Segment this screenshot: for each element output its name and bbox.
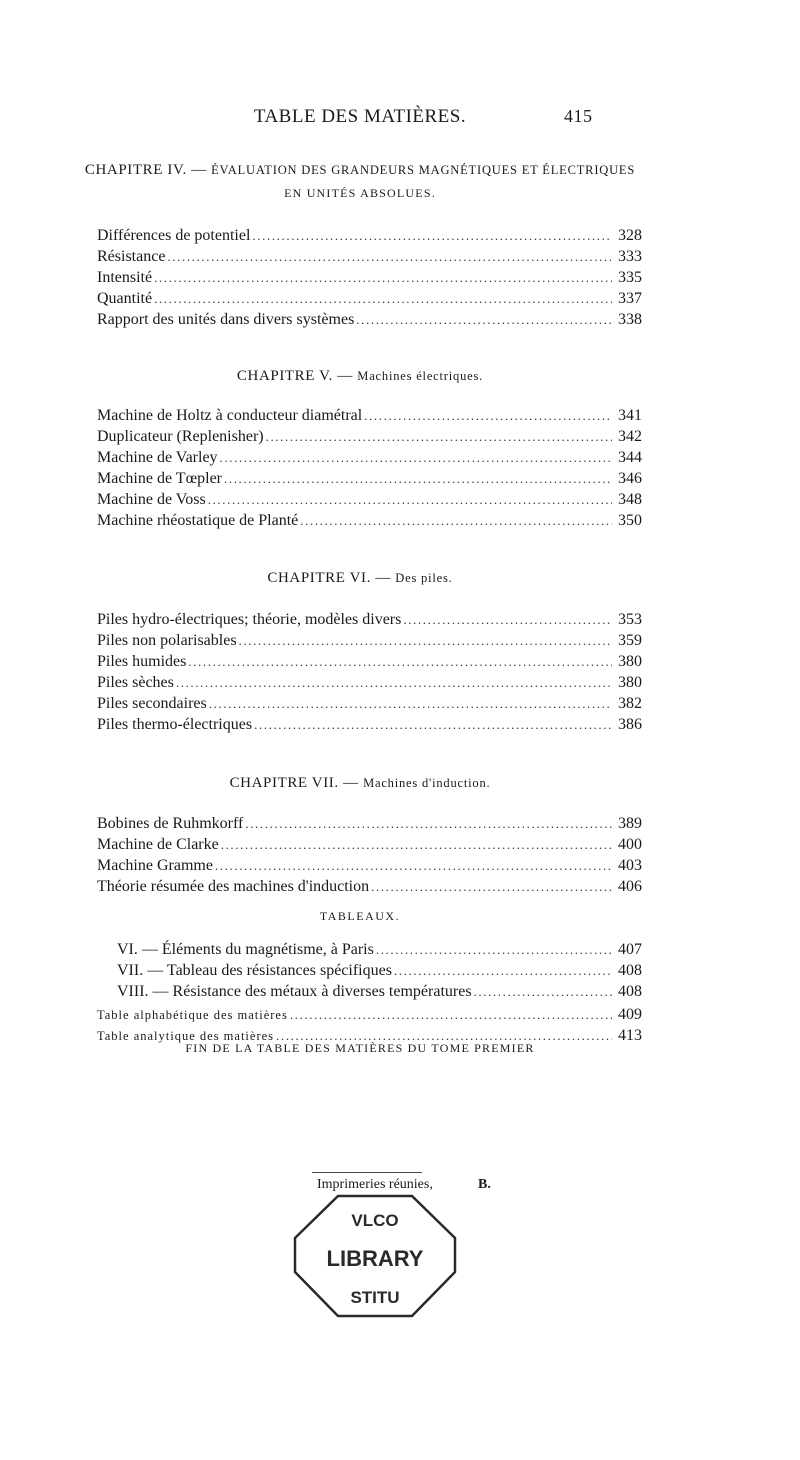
- toc-entry: [97, 693, 642, 714]
- toc-entry: [97, 246, 642, 267]
- toc-entry: [97, 468, 642, 489]
- dot-leader: [220, 447, 612, 468]
- toc-entry-page: 380: [618, 674, 642, 691]
- chapter-5-number: CHAPITRE V. —: [236, 368, 358, 384]
- toc-entry: [97, 267, 642, 288]
- toc-entry-page: 407: [618, 941, 642, 958]
- dot-leader: [252, 225, 612, 246]
- toc-entry: [117, 981, 642, 1002]
- toc-entry-label: Machine de Voss: [97, 491, 206, 508]
- printer-name: Imprimeries réunies,: [317, 1177, 433, 1192]
- toc-entry-label: Théorie résumée des machines d'induction: [97, 878, 370, 895]
- dot-leader: [188, 651, 612, 672]
- page-header-title: TABLE DES MATIÈRES.: [253, 106, 467, 127]
- toc-entry: [97, 405, 642, 426]
- chapter-7-heading: [60, 775, 660, 792]
- page-number: 415: [564, 106, 593, 126]
- chapter-7-entries: [97, 813, 642, 897]
- toc-entry-label: Piles sèches: [97, 674, 174, 691]
- toc-entry: [97, 813, 642, 834]
- library-stamp-icon: [290, 1186, 460, 1322]
- toc-entry: [117, 960, 642, 981]
- chapter-4-entries: [97, 225, 642, 330]
- toc-entry-page: 409: [618, 1006, 642, 1023]
- toc-entry-label: Machine Gramme: [97, 857, 213, 874]
- toc-entry-page: 413: [618, 1027, 642, 1044]
- index-tables-entries: [97, 1004, 642, 1046]
- toc-entry: [97, 225, 642, 246]
- toc-entry: [97, 855, 642, 876]
- dot-leader: [209, 693, 612, 714]
- toc-entry-label: Piles secondaires: [97, 695, 207, 712]
- toc-entry: [117, 939, 642, 960]
- toc-entry-page: 403: [618, 857, 642, 874]
- chapter-7-number: CHAPITRE VII. —: [229, 775, 364, 791]
- toc-entry-page: 333: [618, 248, 642, 265]
- toc-entry-label: Machine de Holtz à conducteur diamétral: [97, 407, 363, 424]
- toc-entry: [97, 1004, 642, 1025]
- toc-entry: [97, 489, 642, 510]
- toc-entry-label: VI. — Éléments du magnétisme, à Paris: [117, 941, 374, 958]
- toc-entry-page: 400: [618, 836, 642, 853]
- dot-leader: [364, 405, 612, 426]
- toc-entry-label: Piles non polarisables: [97, 632, 237, 649]
- chapter-7-title: Machines d'induction.: [363, 776, 491, 790]
- dot-leader: [167, 246, 612, 267]
- toc-entry-label: Piles humides: [97, 653, 187, 670]
- stamp-rule: [312, 1172, 422, 1173]
- toc-entry-label: Machine de Clarke: [97, 836, 219, 853]
- toc-entry-page: 350: [618, 512, 642, 529]
- toc-entry-page: 359: [618, 632, 642, 649]
- toc-entry-label: Différences de potentiel: [97, 227, 251, 244]
- dot-leader: [154, 267, 612, 288]
- toc-entry: [97, 447, 642, 468]
- toc-entry-page: 406: [618, 878, 642, 895]
- chapter-5-heading: [60, 368, 660, 385]
- toc-entry: [97, 288, 642, 309]
- toc-entry-page: 380: [618, 653, 642, 670]
- toc-entry: [97, 510, 642, 531]
- toc-entry-label: Quantité: [97, 290, 153, 307]
- toc-entry: [97, 672, 642, 693]
- toc-entry-page: 344: [618, 449, 642, 466]
- dot-leader: [215, 855, 612, 876]
- chapter-4-number: CHAPITRE IV. —: [84, 162, 212, 178]
- toc-entry-page: 353: [618, 611, 642, 628]
- toc-entry-page: 389: [618, 815, 642, 832]
- toc-entry-label: VII. — Tableau des résistances spécifiques: [117, 962, 392, 979]
- tableaux-entries: [117, 939, 642, 1002]
- tableaux-heading: TABLEAUX.: [319, 909, 401, 923]
- toc-entry-page: 337: [618, 290, 642, 307]
- dot-leader: [356, 309, 612, 330]
- dot-leader: [300, 510, 612, 531]
- dot-leader: [154, 288, 612, 309]
- toc-entry-label: Rapport des unités dans divers systèmes: [97, 311, 355, 328]
- toc-entry-page: 386: [618, 716, 642, 733]
- chapter-6-entries: [97, 609, 642, 735]
- toc-entry: [97, 309, 642, 330]
- stamp-center-text: LIBRARY: [326, 1246, 424, 1271]
- toc-entry-page: 346: [618, 470, 642, 487]
- stamp-bottom-text: STITU: [350, 1288, 400, 1307]
- toc-entry: [97, 876, 642, 897]
- printer-initial: B.: [478, 1177, 491, 1192]
- toc-entry-page: 342: [618, 428, 642, 445]
- toc-entry-page: 348: [618, 491, 642, 508]
- toc-entry-label: Piles thermo-électriques: [97, 716, 253, 733]
- toc-entry: [97, 651, 642, 672]
- dot-leader: [266, 426, 612, 447]
- toc-entry-label: VIII. — Résistance des métaux à diverses températures: [117, 983, 472, 1000]
- toc-entry: [97, 426, 642, 447]
- chapter-6-title: Des piles.: [395, 571, 453, 585]
- chapter-5-entries: [97, 405, 642, 531]
- toc-entry-label: Résistance: [97, 248, 166, 265]
- dot-leader: [224, 468, 612, 489]
- dot-leader: [208, 489, 612, 510]
- toc-entry-page: 335: [618, 269, 642, 286]
- toc-entry: [97, 714, 642, 735]
- chapter-6-number: CHAPITRE VI. —: [267, 570, 396, 586]
- toc-entry-page: 341: [618, 407, 642, 424]
- toc-entry-page: 408: [618, 983, 642, 1000]
- dot-leader: [290, 1004, 612, 1025]
- chapter-4-heading: [60, 162, 660, 179]
- dot-leader: [221, 834, 612, 855]
- toc-entry-label: Machine rhéostatique de Planté: [97, 512, 299, 529]
- dot-leader: [176, 672, 612, 693]
- dot-leader: [394, 960, 612, 981]
- chapter-4-title: ÉVALUATION DES GRANDEURS MAGNÉTIQUES ET ÉLECTRIQUES: [211, 163, 636, 177]
- toc-entry-label: Table analytique des matières: [97, 1029, 275, 1043]
- toc-entry: [97, 834, 642, 855]
- dot-leader: [474, 981, 612, 1002]
- dot-leader: [254, 714, 612, 735]
- toc-entry: [97, 609, 642, 630]
- toc-entry-label: Bobines de Ruhmkorff: [97, 815, 244, 832]
- dot-leader: [371, 876, 612, 897]
- toc-entry-label: Machine de Varley: [97, 449, 218, 466]
- stamp-top-text: VLCO: [351, 1211, 399, 1230]
- toc-entry-label: Machine de Tœpler: [97, 470, 222, 487]
- dot-leader: [376, 939, 612, 960]
- dot-leader: [403, 609, 612, 630]
- toc-entry-label: Piles hydro-électriques; théorie, modèles divers: [97, 611, 402, 628]
- dot-leader: [239, 630, 612, 651]
- toc-entry-label: Intensité: [97, 269, 153, 286]
- toc-entry-page: 408: [618, 962, 642, 979]
- chapter-5-title: Machines électriques.: [357, 369, 484, 383]
- toc-entry-label: Table alphabétique des matières: [97, 1008, 288, 1022]
- toc-entry-page: 382: [618, 695, 642, 712]
- chapter-4-subtitle: EN UNITÉS ABSOLUES.: [284, 186, 436, 200]
- toc-entry-label: Duplicateur (Replenisher): [97, 428, 264, 445]
- toc-entry-page: 338: [618, 311, 642, 328]
- chapter-6-heading: [60, 570, 660, 587]
- dot-leader: [245, 813, 612, 834]
- toc-entry-page: 328: [618, 227, 642, 244]
- end-of-table-note: FIN DE LA TABLE DES MATIÈRES DU TOME PREMIER: [185, 1041, 535, 1055]
- toc-entry: [97, 630, 642, 651]
